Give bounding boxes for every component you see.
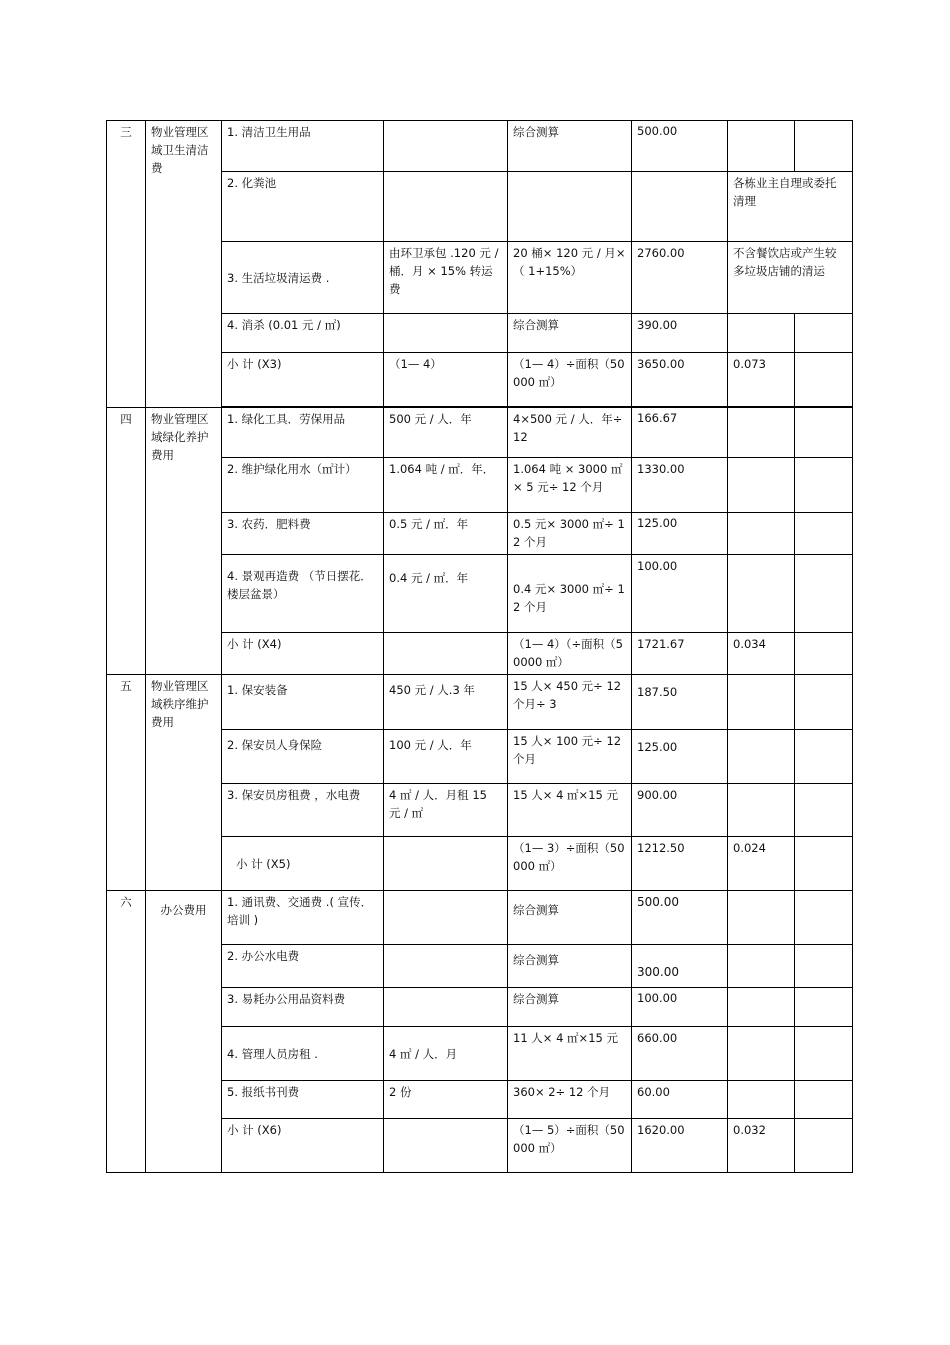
- subtotal-amount: 1721.67: [632, 633, 728, 675]
- unit-cell: [728, 784, 795, 837]
- subtotal-label-text: 小 计 (X6): [227, 1123, 282, 1137]
- cost-table: [106, 120, 853, 1173]
- standard-cell: [384, 633, 508, 675]
- item-cell: 4. 管理人员房租 .: [222, 1027, 384, 1081]
- standard-cell: 100 元 / 人．年: [384, 730, 508, 784]
- item-cell: 3. 农药．肥料费: [222, 513, 384, 555]
- item-cell: 1. 保安装备: [222, 675, 384, 730]
- amount-cell: 390.00: [632, 314, 728, 353]
- note-cell: 不含餐饮店或产生较多垃圾店铺的清运: [728, 242, 853, 314]
- standard-cell: 由环卫承包 .120 元 / 桶．月 × 15% 转运费: [384, 242, 508, 314]
- standard-cell: [384, 988, 508, 1027]
- extra-cell: [795, 314, 853, 353]
- calc-cell: （1— 4）÷面积（50000 ㎡）: [508, 353, 632, 407]
- item-cell: 4. 消杀 (0.01 元 / ㎡): [222, 314, 384, 353]
- standard-cell: 1.064 吨 / ㎡．年．: [384, 458, 508, 513]
- unit-cell: [728, 121, 795, 172]
- unit-cell: [728, 408, 795, 458]
- calc-cell: 15 人× 450 元÷ 12 个月÷ 3: [508, 675, 632, 730]
- calc-cell: [508, 172, 632, 242]
- section-number: 五: [107, 675, 146, 891]
- subtotal-label-text: 小 计 (X5): [236, 856, 291, 871]
- subtotal-unit-price: 0.073: [728, 353, 795, 407]
- calc-cell: 0.4 元× 3000 ㎡÷ 12 个月: [508, 555, 632, 633]
- unit-cell: [728, 555, 795, 633]
- calc-cell: 15 人× 4 ㎡×15 元: [508, 784, 632, 837]
- amount-cell: 1330.00: [632, 458, 728, 513]
- unit-cell: [728, 314, 795, 353]
- extra-cell: [795, 784, 853, 837]
- amount-cell: 187.50: [632, 675, 728, 730]
- unit-cell: [728, 945, 795, 988]
- calc-cell: 综合测算: [508, 945, 632, 988]
- amount-cell: 300.00: [632, 945, 728, 988]
- item-cell: 2. 维护绿化用水（㎡计）: [222, 458, 384, 513]
- extra-cell: [795, 121, 853, 172]
- amount-cell: 100.00: [632, 988, 728, 1027]
- calc-cell: 15 人× 100 元÷ 12 个月: [508, 730, 632, 784]
- unit-cell: [728, 988, 795, 1027]
- extra-cell: [795, 353, 853, 407]
- amount-cell: 2760.00: [632, 242, 728, 314]
- calc-cell: 360× 2÷ 12 个月: [508, 1081, 632, 1119]
- calc-cell: （1— 4）（÷面积（50000 ㎡）: [508, 633, 632, 675]
- subtotal-unit-price: 0.024: [728, 837, 795, 891]
- item-cell: 1. 清洁卫生用品: [222, 121, 384, 172]
- extra-cell: [795, 633, 853, 675]
- extra-cell: [795, 988, 853, 1027]
- calc-cell: 综合测算: [508, 314, 632, 353]
- subtotal-amount: 3650.00: [632, 353, 728, 407]
- item-cell: 2. 化粪池: [222, 172, 384, 242]
- unit-cell: [728, 1081, 795, 1119]
- subtotal-unit-price: 0.032: [728, 1119, 795, 1173]
- extra-cell: [795, 513, 853, 555]
- subtotal-label: [222, 837, 384, 891]
- amount-cell: 660.00: [632, 1027, 728, 1081]
- item-cell: 4. 景观再造费 （节日摆花．楼层盆景）: [222, 555, 384, 633]
- calc-cell: （1— 5）÷面积（50000 ㎡）: [508, 1119, 632, 1173]
- subtotal-amount: 1620.00: [632, 1119, 728, 1173]
- standard-cell: 2 份: [384, 1081, 508, 1119]
- note-cell: 各栋业主自理或委托清理: [728, 172, 853, 242]
- subtotal-label-text: 小 计 (X4): [227, 637, 282, 651]
- unit-cell: [728, 891, 795, 945]
- calc-cell: 综合测算: [508, 988, 632, 1027]
- item-cell: 3. 生活垃圾清运费 .: [222, 242, 384, 314]
- amount-cell: 125.00: [632, 513, 728, 555]
- subtotal-label: [222, 1119, 384, 1173]
- subtotal-label-text: 小 计 (X3): [227, 357, 282, 371]
- table-row: [107, 408, 853, 458]
- section-category: 物业管理区域绿化养护费用: [146, 408, 222, 675]
- section-number: 四: [107, 408, 146, 675]
- standard-cell: [384, 945, 508, 988]
- calc-cell: 4×500 元 / 人．年÷ 12: [508, 408, 632, 458]
- standard-cell: 4 ㎡ / 人．月租 15 元 / ㎡: [384, 784, 508, 837]
- unit-cell: [728, 730, 795, 784]
- amount-cell: [632, 172, 728, 242]
- extra-cell: [795, 945, 853, 988]
- extra-cell: [795, 891, 853, 945]
- calc-cell: 20 桶× 120 元 / 月×（ 1+15%）: [508, 242, 632, 314]
- subtotal-unit-price: 0.034: [728, 633, 795, 675]
- standard-cell: [384, 172, 508, 242]
- table-row: [107, 121, 853, 172]
- amount-cell: 500.00: [632, 891, 728, 945]
- extra-cell: [795, 730, 853, 784]
- calc-cell: 综合测算: [508, 891, 632, 945]
- item-cell: 1. 绿化工具．劳保用品: [222, 408, 384, 458]
- table-row: [107, 675, 853, 730]
- extra-cell: [795, 555, 853, 633]
- extra-cell: [795, 1119, 853, 1173]
- amount-cell: 60.00: [632, 1081, 728, 1119]
- section-category: 物业管理区域卫生清洁费: [146, 121, 222, 408]
- standard-cell: 0.4 元 / ㎡．年: [384, 555, 508, 633]
- standard-cell: [384, 891, 508, 945]
- item-cell: 2. 保安员人身保险: [222, 730, 384, 784]
- section-number: 三: [107, 121, 146, 408]
- amount-cell: 125.00: [632, 730, 728, 784]
- standard-cell: [384, 314, 508, 353]
- item-cell: 2. 办公水电费: [222, 945, 384, 988]
- item-cell: 1. 通讯费、交通费 .( 宣传．培训 ): [222, 891, 384, 945]
- unit-cell: [728, 458, 795, 513]
- standard-cell: [384, 1119, 508, 1173]
- calc-cell: 11 人× 4 ㎡×15 元: [508, 1027, 632, 1081]
- extra-cell: [795, 1081, 853, 1119]
- standard-cell: （1— 4）: [384, 353, 508, 407]
- amount-cell: 100.00: [632, 555, 728, 633]
- standard-cell: 4 ㎡ / 人．月: [384, 1027, 508, 1081]
- unit-cell: [728, 1027, 795, 1081]
- extra-cell: [795, 458, 853, 513]
- standard-cell: 450 元 / 人.3 年: [384, 675, 508, 730]
- subtotal-label: [222, 353, 384, 407]
- extra-cell: [795, 408, 853, 458]
- amount-cell: 166.67: [632, 408, 728, 458]
- standard-cell: 0.5 元 / ㎡．年: [384, 513, 508, 555]
- section-number: 六: [107, 891, 146, 1173]
- standard-cell: [384, 837, 508, 891]
- item-cell: 5. 报纸书刊费: [222, 1081, 384, 1119]
- item-cell: 3. 易耗办公用品资料费: [222, 988, 384, 1027]
- calc-cell: 1.064 吨 × 3000 ㎡× 5 元÷ 12 个月: [508, 458, 632, 513]
- unit-cell: [728, 675, 795, 730]
- calc-cell: （1— 3）÷面积（50000 ㎡）: [508, 837, 632, 891]
- standard-cell: 500 元 / 人．年: [384, 408, 508, 458]
- item-cell: 3. 保安员房租费 ，水电费: [222, 784, 384, 837]
- extra-cell: [795, 1027, 853, 1081]
- amount-cell: 900.00: [632, 784, 728, 837]
- section-category: 物业管理区域秩序维护费用: [146, 675, 222, 891]
- unit-cell: [728, 513, 795, 555]
- extra-cell: [795, 675, 853, 730]
- subtotal-label: [222, 633, 384, 675]
- table-row: [107, 891, 853, 945]
- subtotal-amount: 1212.50: [632, 837, 728, 891]
- calc-cell: 0.5 元× 3000 ㎡÷ 12 个月: [508, 513, 632, 555]
- section-category: 办公费用: [146, 891, 222, 1173]
- standard-cell: [384, 121, 508, 172]
- amount-cell: 500.00: [632, 121, 728, 172]
- calc-cell: 综合测算: [508, 121, 632, 172]
- extra-cell: [795, 837, 853, 891]
